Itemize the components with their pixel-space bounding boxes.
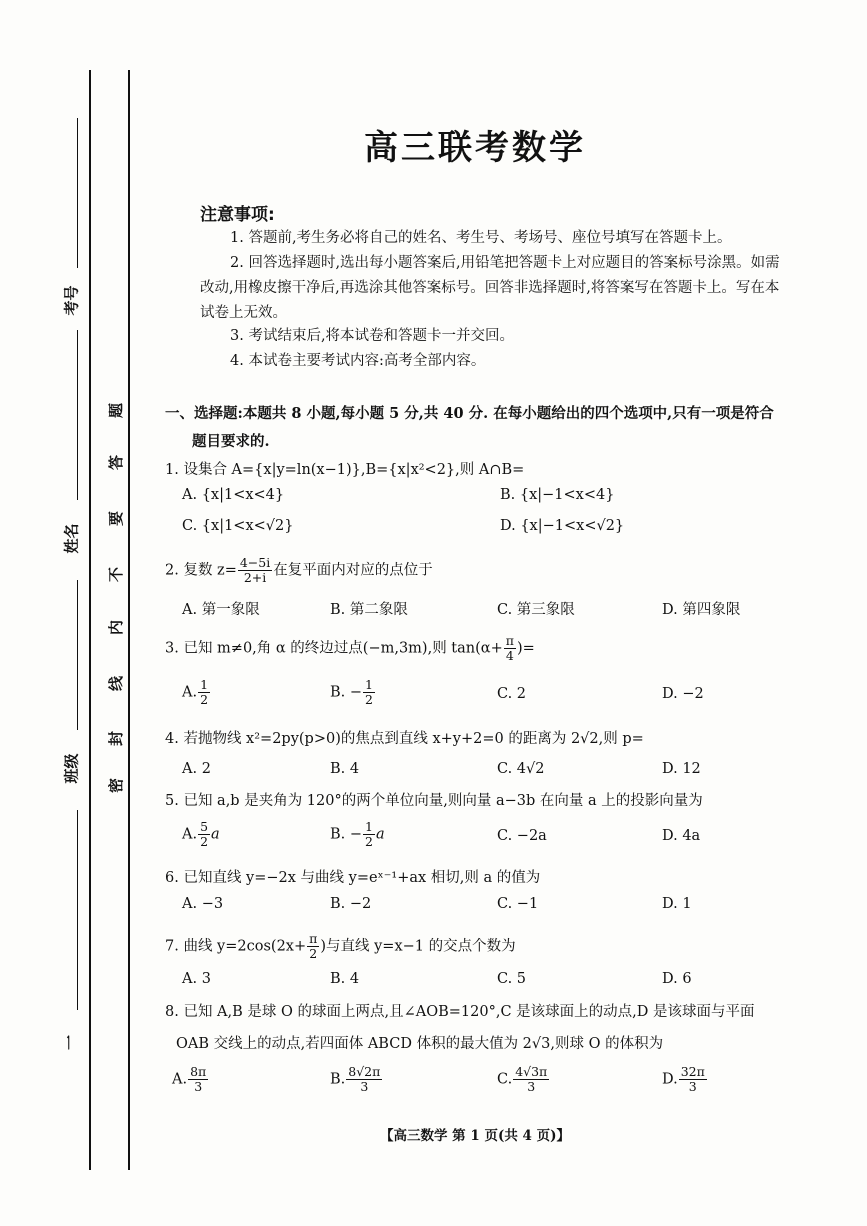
seal-char-1: 密 <box>107 777 126 794</box>
page-footer: 【高三数学 第 1 页(共 4 页)】 <box>379 1128 571 1144</box>
seal-char-5: 不 <box>107 566 126 583</box>
q8-b-label: B. <box>330 1071 346 1088</box>
q3-stem <box>165 634 535 663</box>
q7-fraction <box>307 932 319 961</box>
notice-item-4: 4. 本试卷主要考试内容:高考全部内容。 <box>230 353 486 369</box>
q8-a-label: A. <box>172 1071 188 1088</box>
q3-b-num: 1 <box>365 677 373 692</box>
class-blank <box>77 580 78 730</box>
q5-option-d: D. 4a <box>662 828 701 844</box>
q3-a-label: A. <box>182 684 198 701</box>
q5-option-c: C. −2a <box>497 828 547 844</box>
q3-fraction <box>504 634 516 663</box>
q8-a-num: 8π <box>190 1064 207 1079</box>
q3-option-a <box>182 678 211 707</box>
q2-option-b: B. 第二象限 <box>330 602 408 618</box>
q5-option-b <box>330 820 385 849</box>
q8-c-den: 3 <box>527 1079 536 1094</box>
q2-stem <box>165 556 433 585</box>
seal-char-8: 题 <box>107 402 126 419</box>
q2-frac-den: 2+i <box>243 570 267 585</box>
q5-stem: 5. 已知 a,b 是夹角为 120°的两个单位向量,则向量 a−3b 在向量 a 上的投影向量为 <box>165 793 703 809</box>
class-label: 班级 <box>62 753 81 784</box>
q8-option-b <box>330 1065 383 1094</box>
q8-d-den: 3 <box>688 1079 697 1094</box>
name-blank <box>77 330 78 500</box>
notice-item-3: 3. 考试结束后,将本试卷和答题卡一并交回。 <box>230 328 515 344</box>
seal-char-4: 内 <box>107 619 126 636</box>
q7-frac-num: π <box>309 931 318 946</box>
q8-stem-line1: 8. 已知 A,B 是球 O 的球面上两点,且∠AOB=120°,C 是该球面上的动点,D 是该球面与平面 <box>165 1004 755 1020</box>
q5-option-a <box>182 820 220 849</box>
page-title: 高三联考数学 <box>364 128 586 168</box>
q2-option-a: A. 第一象限 <box>182 602 260 618</box>
exam-no-blank <box>77 118 78 268</box>
q2-option-d: D. 第四象限 <box>662 602 741 618</box>
section-heading-line2: 题目要求的. <box>192 433 270 450</box>
notice-item-1: 1. 答题前,考生务必将自己的姓名、考生号、考场号、座位号填写在答题卡上。 <box>230 230 732 246</box>
q8-b-num: 8√2π <box>348 1064 381 1079</box>
q7-option-c: C. 5 <box>497 971 527 987</box>
binding-line-right <box>128 70 130 1170</box>
q2-stem-pre: 2. 复数 z= <box>165 562 237 579</box>
section-heading-line1: 一、选择题:本题共 8 小题,每小题 5 分,共 40 分. 在每小题给出的四个选项中,只有一项是符合 <box>165 405 774 422</box>
q5-b-num: 1 <box>365 819 373 834</box>
q3-option-b <box>330 678 376 707</box>
q8-c-label: C. <box>497 1071 513 1088</box>
q4-option-c: C. 4√2 <box>497 761 545 777</box>
q8-d-label: D. <box>662 1071 678 1088</box>
q8-b-den: 3 <box>360 1079 369 1094</box>
q7-stem-pre: 7. 曲线 y=2cos(2x+ <box>165 938 307 955</box>
q8-a-den: 3 <box>194 1079 203 1094</box>
q7-option-b: B. 4 <box>330 971 360 987</box>
q8-c-fraction <box>513 1065 549 1094</box>
q1-option-c: C. {x|1<x<√2} <box>182 518 294 534</box>
notice-heading: 注意事项: <box>200 205 275 225</box>
q2-stem-post: 在复平面内对应的点位于 <box>273 562 433 579</box>
q3-option-d: D. −2 <box>662 686 704 702</box>
q3-frac-num: π <box>505 633 514 648</box>
q4-option-b: B. 4 <box>330 761 360 777</box>
seal-char-3: 线 <box>107 675 126 692</box>
q4-option-d: D. 12 <box>662 761 701 777</box>
q1-option-a: A. {x|1<x<4} <box>182 487 285 503</box>
q6-option-c: C. −1 <box>497 896 539 912</box>
name-label: 姓名 <box>62 523 81 554</box>
q3-a-den: 2 <box>200 692 209 707</box>
q8-option-a <box>172 1065 209 1094</box>
q7-stem-post: )与直线 y=x−1 的交点个数为 <box>320 938 516 955</box>
q5-a-num: 5 <box>200 819 209 834</box>
q4-option-a: A. 2 <box>182 761 211 777</box>
q6-option-d: D. 1 <box>662 896 692 912</box>
q8-a-fraction <box>188 1065 208 1094</box>
q8-option-c <box>497 1065 550 1094</box>
q3-a-fraction <box>198 678 210 707</box>
q5-a-fraction <box>198 820 210 849</box>
corner-mark: 一 <box>61 1034 80 1051</box>
q7-stem <box>165 932 516 961</box>
q8-d-num: 32π <box>680 1064 705 1079</box>
binding-line-left <box>89 70 91 1170</box>
q5-b-fraction <box>363 820 375 849</box>
q6-option-a: A. −3 <box>182 896 224 912</box>
q2-frac-num: 4−5i <box>239 555 271 570</box>
q6-stem: 6. 已知直线 y=−2x 与曲线 y=eˣ⁻¹+ax 相切,则 a 的值为 <box>165 870 541 886</box>
exam-no-label: 考号 <box>62 285 81 316</box>
seal-char-2: 封 <box>107 730 126 747</box>
q2-fraction <box>238 556 272 585</box>
q1-stem: 1. 设集合 A={x|y=ln(x−1)},B={x|x²<2},则 A∩B= <box>165 462 525 478</box>
q8-d-fraction <box>679 1065 707 1094</box>
q2-option-c: C. 第三象限 <box>497 602 575 618</box>
q3-b-fraction <box>363 678 375 707</box>
q5-a-label: A. <box>182 826 198 843</box>
corner-blank <box>77 810 78 1010</box>
q3-option-c: C. 2 <box>497 686 527 702</box>
notice-item-2: 2. 回答选择题时,选出每小题答案后,用铅笔把答题卡上对应题目的答案标号涂黑。如需改动,用橡皮擦干净后,再选涂其他答案标号。回答非选择题时,将答案写在答题卡上。写在本试卷上无效。 <box>200 255 780 321</box>
q5-a-den: 2 <box>200 834 209 849</box>
q3-stem-pre: 3. 已知 m≠0,角 α 的终边过点(−m,3m),则 tan(α+ <box>165 640 503 657</box>
q7-frac-den: 2 <box>309 946 318 961</box>
q4-stem: 4. 若抛物线 x²=2py(p>0)的焦点到直线 x+y+2=0 的距离为 2√2,则 p= <box>165 731 644 747</box>
q3-b-den: 2 <box>365 692 373 707</box>
q8-option-d <box>662 1065 708 1094</box>
q7-option-d: D. 6 <box>662 971 692 987</box>
q5-b-label: B. − <box>330 826 363 843</box>
q5-b-vector: a <box>375 826 385 843</box>
q5-b-den: 2 <box>365 834 373 849</box>
seal-char-7: 答 <box>107 454 126 471</box>
q3-stem-post: )= <box>516 640 535 657</box>
q1-option-d: D. {x|−1<x<√2} <box>500 518 625 534</box>
q3-a-num: 1 <box>200 677 209 692</box>
q8-b-fraction <box>346 1065 382 1094</box>
q8-c-num: 4√3π <box>515 1064 548 1079</box>
q1-option-b: B. {x|−1<x<4} <box>500 487 615 503</box>
q7-option-a: A. 3 <box>182 971 211 987</box>
q3-frac-den: 4 <box>505 648 514 663</box>
q6-option-b: B. −2 <box>330 896 372 912</box>
seal-char-6: 要 <box>107 510 126 527</box>
q5-a-vector: a <box>211 826 220 843</box>
q8-stem-line2: OAB 交线上的动点,若四面体 ABCD 体积的最大值为 2√3,则球 O 的体积为 <box>176 1036 664 1052</box>
q3-b-label: B. − <box>330 684 363 701</box>
